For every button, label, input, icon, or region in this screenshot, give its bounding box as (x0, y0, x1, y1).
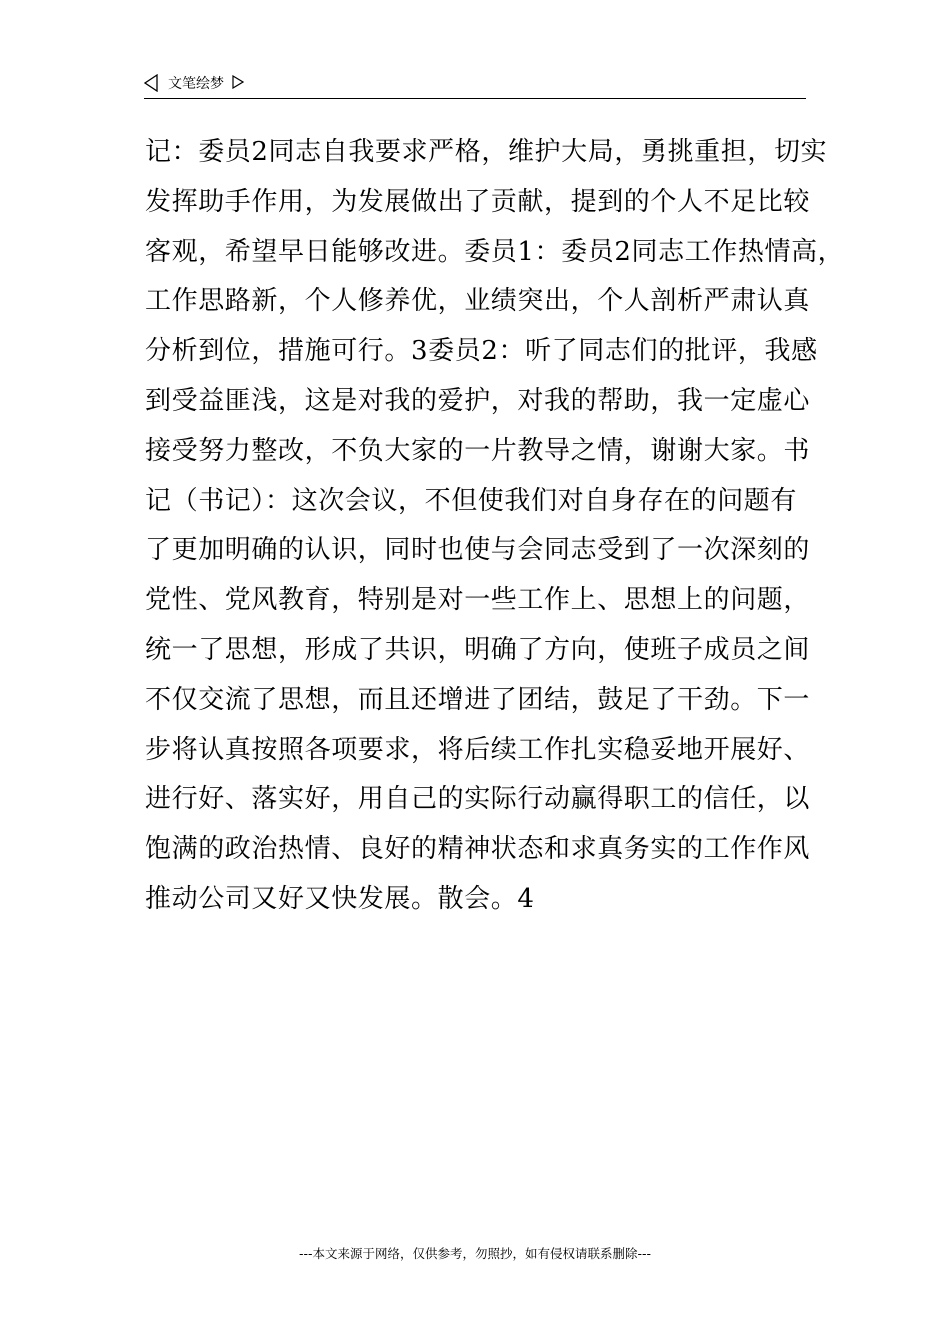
body-line: 工作思路新，个人修养优，业绩突出，个人剖析严肃认真 (145, 286, 811, 317)
body-line: 发挥助手作用，为发展做出了贡献，提到的个人不足比较 (145, 186, 811, 217)
body-line: 分析到位，措施可行。3委员2：听了同志们的批评，我感 (145, 336, 818, 367)
body-line: 了更加明确的认识，同时也使与会同志受到了一次深刻的 (145, 535, 811, 566)
body-line: 推动公司又好又快发展。散会。4 (145, 883, 535, 914)
body-line: 不仅交流了思想，而且还增进了团结，鼓足了干劲。下一 (145, 684, 811, 715)
page-header (144, 72, 806, 99)
body-line: 步将认真按照各项要求，将后续工作扎实稳妥地开展好、 (145, 734, 811, 765)
body-line: 进行好、落实好，用自己的实际行动赢得职工的信任，以 (145, 784, 811, 815)
body-line: 接受努力整改，不负大家的一片教导之情，谢谢大家。书 (145, 435, 811, 466)
triangle-left-outline-icon (144, 74, 158, 92)
document-body (145, 128, 845, 925)
body-line: 党性、党风教育，特别是对一些工作上、思想上的问题， (145, 585, 811, 616)
triangle-right-outline-icon (232, 75, 244, 89)
page-footer-disclaimer: ---本文来源于网络，仅供参考，勿照抄，如有侵权请联系删除--- (298, 1246, 652, 1261)
body-line: 到受益匪浅，这是对我的爱护，对我的帮助，我一定虚心 (145, 385, 811, 416)
body-line: 饱满的政治热情、良好的精神状态和求真务实的工作作风 (145, 834, 811, 865)
body-line: 记：委员2同志自我要求严格，维护大局，勇挑重担，切实 (145, 137, 828, 167)
header-brand: 文笔绘梦 (168, 76, 224, 92)
body-line: 统一了思想，形成了共识，明确了方向，使班子成员之间 (145, 634, 811, 665)
body-line: 记（书记）：这次会议，不但使我们对自身存在的问题有 (145, 485, 798, 516)
body-line: 客观，希望早日能够改进。委员1：委员2同志工作热情高， (145, 236, 845, 267)
